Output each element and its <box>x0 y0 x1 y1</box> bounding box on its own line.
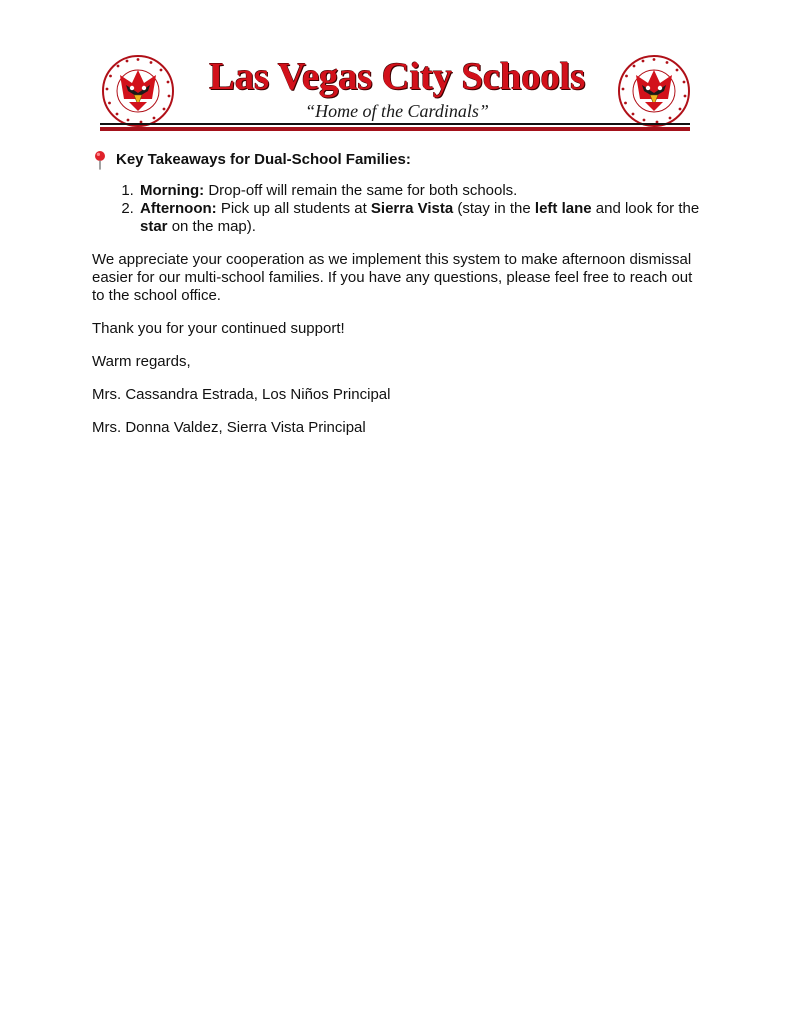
closing-line: Warm regards, <box>92 353 191 370</box>
school-seal-right <box>618 55 690 127</box>
thanks-paragraph: Thank you for your continued support! <box>92 320 345 337</box>
letter-body <box>92 150 702 437</box>
afternoon-text-mid1: (stay in the <box>457 200 531 217</box>
afternoon-text-after: on the map). <box>171 218 256 235</box>
appreciation-paragraph: We appreciate your cooperation as we implement this system to make afternoon dismissal easier for our multi-school families. If you have any questions, please feel free to reach out to the school office. <box>92 251 693 304</box>
takeaways-list <box>92 182 702 236</box>
signature-valdez: Mrs. Donna Valdez, Sierra Vista Principal <box>92 419 366 436</box>
pin-icon <box>92 150 110 170</box>
tagline: “Home of the Cardinals” <box>305 101 489 121</box>
morning-label: Morning: <box>140 182 205 199</box>
afternoon-school: Sierra Vista <box>370 200 454 217</box>
takeaways-heading <box>92 150 702 170</box>
morning-text: Drop-off will remain the same for both schools. <box>208 182 518 199</box>
afternoon-lane: left lane <box>534 200 592 217</box>
takeaways-heading-text: Key Takeaways for Dual-School Families: <box>116 151 411 168</box>
letterhead <box>100 52 692 136</box>
header-rule-thin <box>100 123 690 125</box>
afternoon-label: Afternoon: <box>140 200 217 217</box>
afternoon-marker: star <box>140 218 168 235</box>
header-rule-thick <box>100 127 690 131</box>
school-seal-left <box>102 55 174 127</box>
afternoon-text-before: Pick up all students at <box>220 200 367 217</box>
school-name: Las Vegas City Schools <box>209 55 585 98</box>
afternoon-text-mid2: and look for the <box>595 200 700 217</box>
signature-estrada: Mrs. Cassandra Estrada, Los Niños Principal <box>92 386 391 403</box>
list-item-afternoon <box>138 200 702 236</box>
list-item-morning <box>138 182 702 200</box>
